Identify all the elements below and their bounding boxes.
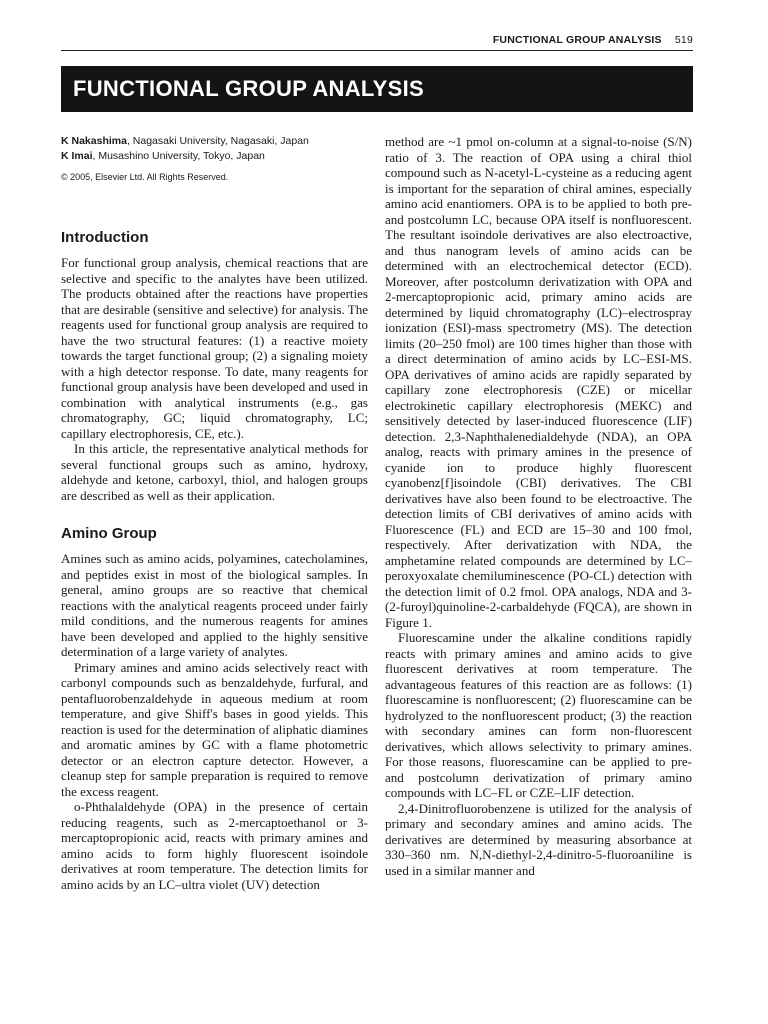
intro-paragraph-1: For functional group analysis, chemical reactions that are selective and specific to the analytes have been utilized. The products obtained after the reactions have properties that are desirable (sensitive and selective) for analysis. The reagents used for functional group analysis are required to have the two structural features: (1) a reactive moiety towards the target functional group; (2) a signaling moiety with a high detector response. To date, many reagents for functional group analysis have been developed and used in combination with analytical instruments (e.g., gas chromatography, GC; liquid chromatography, LC; capillary electrophoresis, CE, etc.). <box>61 255 368 441</box>
right-column <box>385 134 692 878</box>
author-affiliation: , Musashino University, Tokyo, Japan <box>92 150 265 162</box>
author-list <box>61 134 368 185</box>
author-name: K Nakashima <box>61 135 127 147</box>
amino-paragraph-3: o-Phthalaldehyde (OPA) in the presence of certain reducing reagents, such as 2-mercaptoethanol or 3-mercaptopropionic acid, reacts with primary amines and amino acids to form highly fluorescent isoindole derivatives at room temperature. The detection limits for amino acids by an LC–ultra violet (UV) detection <box>61 799 368 892</box>
introduction-heading: Introduction <box>61 229 149 246</box>
copyright-notice: © 2005, Elsevier Ltd. All Rights Reserved. <box>61 172 229 182</box>
author-line <box>61 134 368 149</box>
amino-paragraph-5: Fluorescamine under the alkaline conditions rapidly reacts with primary amines and amino acids to give fluorescent derivatives at room temperature. The advantageous features of this reaction are as follows: (1) fluorescamine is nonfluorescent; (2) fluorescamine can be hydrolyzed to the nonfluorescent product; (3) the reaction with secondary amines can form non-fluorescent derivatives, which allows selectivity to primary amines. For those reasons, fluorescamine can be applied to pre- and postcolumn derivatization of primary amino compounds with LC–FL or CZE–LIF detection. <box>385 630 692 800</box>
article-title: FUNCTIONAL GROUP ANALYSIS <box>73 76 424 101</box>
amino-group-heading: Amino Group <box>61 525 157 542</box>
amino-paragraph-2: Primary amines and amino acids selectively react with carbonyl compounds such as benzaldehyde, furfural, and pentafluorobenzaldehyde in aqueous medium at room temperature, and give Shiff's bases in good yields. This reaction is used for the determination of aliphatic diamines and aromatic amines by GC with a flame photometric detector or an electron capture detector. However, a cleanup step for sample preparation is required to remove the excess reagent. <box>61 659 368 799</box>
author-line <box>61 149 368 164</box>
amino-paragraph-4: method are ~1 pmol on-column at a signal-to-noise (S/N) ratio of 3. The reaction of OPA using a chiral thiol compound such as N-acetyl-L-cysteine as a reducing agent is important for the separation of chiral amines, especially amino acid enantiomers. OPA is to be applied to both pre- and postcolumn LC, because OPA itself is nonfluorescent. The resultant isoindole derivatives are also electroactive, and thus nanogram levels of amino acids can be determined with an electrochemical detector (ECD). Moreover, after postcolumn derivatization with OPA and 2-mercaptopropionic acid, primary amino acids are determined by liquid chromatography (LC)–electrospray ionization (ESI)-mass spectrometry (MS). The detection limits (20–250 fmol) are 100 times higher than those with a direct determination of amino acids by LC–ESI-MS. OPA derivatives of amino acids are rapidly separated by capillary zone electrophoresis (CZE) or micellar electrokinetic capillary electrophoresis (MEKC) and sensitively detected by laser-induced fluorescence (LIF) detection. 2,3-Naphthalenedialdehyde (NDA), an OPA analog, reacts with primary amines in the presence of cyanide ion to produce highly fluorescent cyanobenz[f]isoindole (CBI) derivatives. The CBI derivatives have also been found to be electroactive. The detection limits of CBI derivatives of amino acids with Fluorescence (FL) and ECD are 15–30 and 100 fmol, respectively. After derivatization with NDA, the amphetamine related compounds are determined by LC–peroxyoxalate chemiluminescence (PO-CL) detection with the detection limit of 0.2 fmol. OPA analogs, NDA and 3-(2-furoyl)quinoline-2-carbaldehyde (FQCA), are shown in Figure 1. <box>385 134 692 630</box>
header-rule <box>61 50 693 51</box>
left-column <box>61 134 368 892</box>
page-number: 519 <box>674 34 693 46</box>
amino-paragraph-1: Amines such as amino acids, polyamines, catecholamines, and peptides exist in most of the biological samples. In general, amino groups are so reactive that chemical reactions with the analytical reagents proceed under fairly mild conditions, and the numerous reagents for amines have been developed and applied to the highly sensitive determination of a large variety of analytes. <box>61 551 368 659</box>
running-title: FUNCTIONAL GROUP ANALYSIS <box>492 34 662 46</box>
intro-paragraph-2: In this article, the representative analytical methods for several functional groups such as amino, hydroxy, aldehyde and ketone, carboxyl, thiol, and halogen groups are described as well as their application. <box>61 441 368 503</box>
amino-paragraph-6: 2,4-Dinitrofluorobenzene is utilized for the analysis of primary and secondary amines and amino acids. The derivatives are determined by measuring absorbance at 330–360 nm. N,N-diethyl-2,4-dinitro-5-fluoroaniline is used in a similar manner and <box>385 800 692 878</box>
author-affiliation: , Nagasaki University, Nagasaki, Japan <box>126 135 309 147</box>
article-title-banner <box>61 66 693 112</box>
running-head <box>493 34 693 46</box>
author-name: K Imai <box>61 150 93 162</box>
